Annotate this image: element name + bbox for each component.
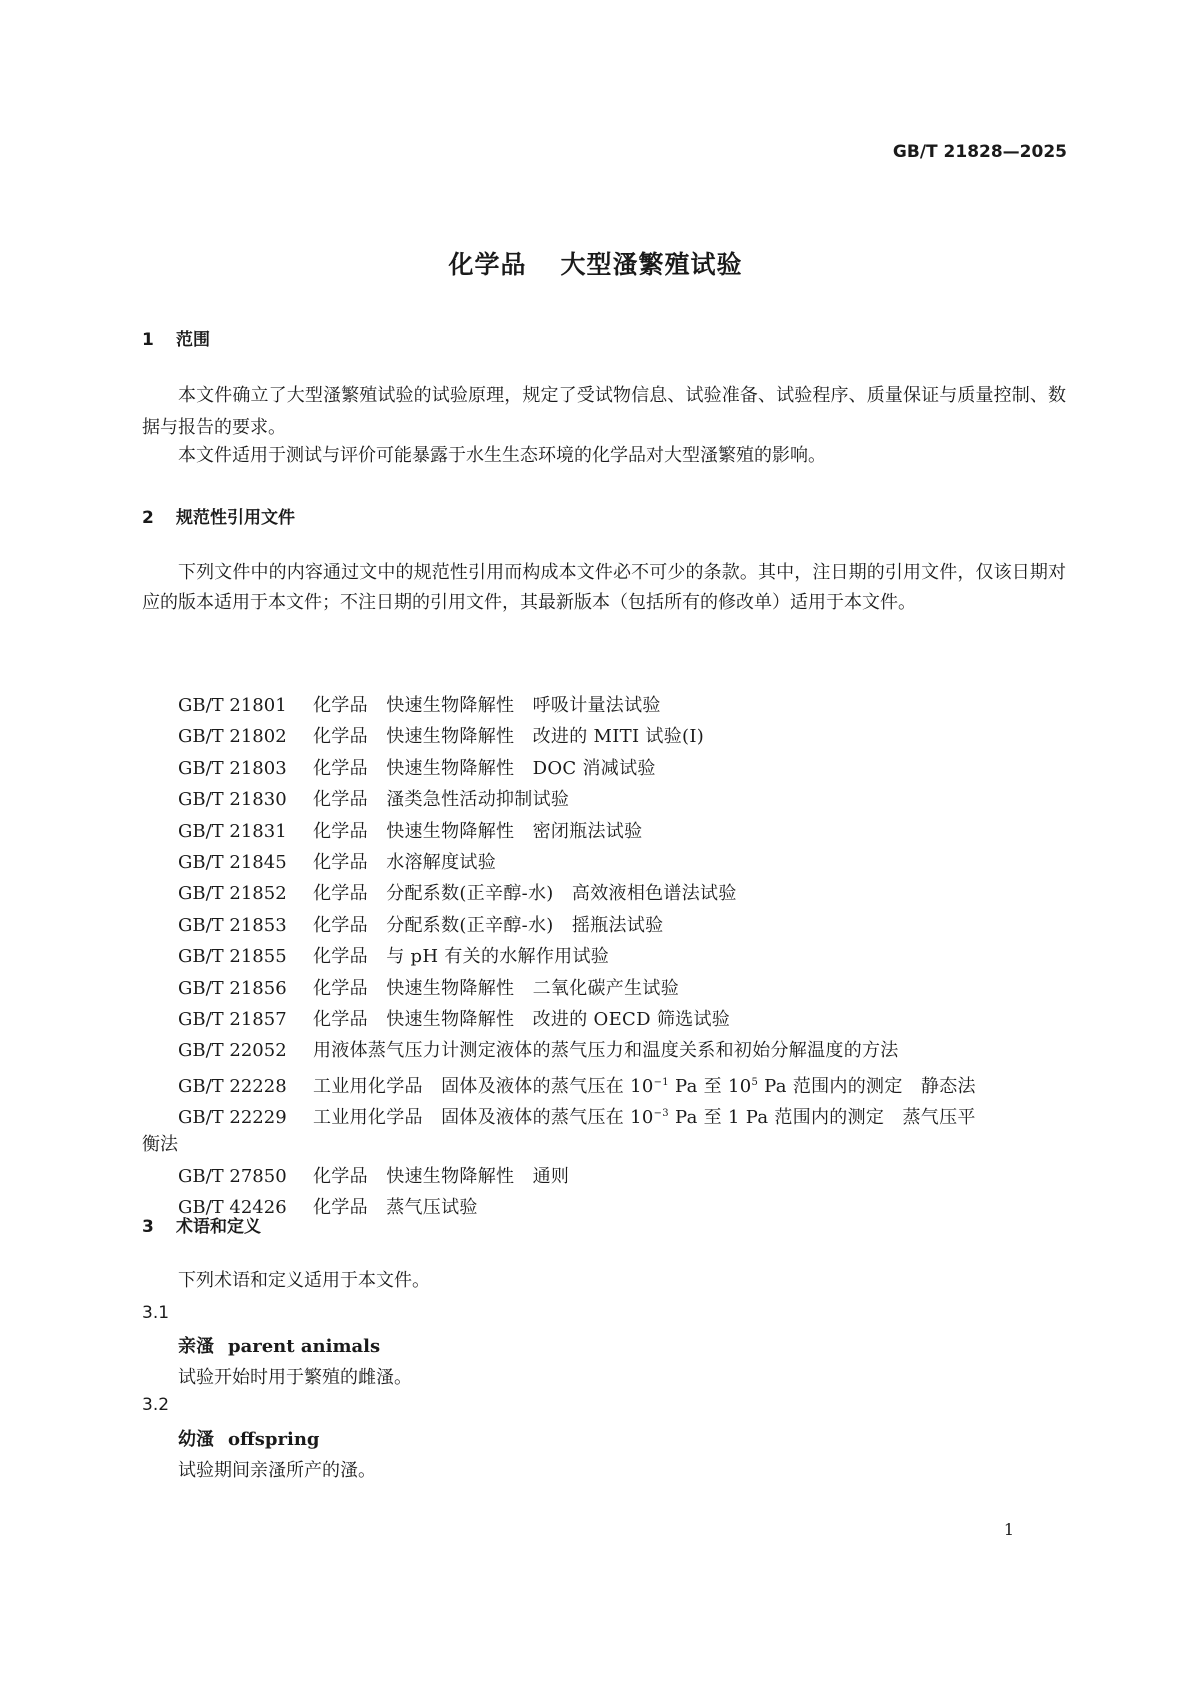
term-definition: 试验开始时用于繁殖的雌溞。: [178, 1367, 412, 1388]
section-title: 范围: [176, 330, 210, 350]
ref-code: GB/T 21855: [178, 946, 287, 968]
reference-item: [142, 1035, 1066, 1066]
section-number: 2: [142, 508, 154, 528]
term-heading: [178, 1332, 380, 1358]
reference-item: [142, 784, 1066, 815]
ref-title: 用液体蒸气压力计测定液体的蒸气压力和温度关系和初始分解温度的方法: [313, 1040, 899, 1062]
reference-item: [142, 690, 1066, 721]
reference-item: [142, 1067, 1066, 1098]
section-number: 1: [142, 330, 154, 350]
ref-title: 化学品 溞类急性活动抑制试验: [313, 789, 570, 811]
ref-code: GB/T 21831: [178, 820, 287, 842]
ref-code: GB/T 21852: [178, 883, 287, 905]
ref-title: 化学品 快速生物降解性 改进的 MITI 试验(Ⅰ): [313, 726, 705, 748]
ref-title: 化学品 分配系数(正辛醇-水) 摇瓶法试验: [313, 914, 664, 936]
term-en: parent animals: [228, 1336, 381, 1357]
term-definition: 试验期间亲溞所产的溞。: [178, 1460, 376, 1481]
reference-item: [142, 1161, 1066, 1192]
section-1-para-2: 本文件适用于测试与评价可能暴露于水生生态环境的化学品对大型溞繁殖的影响。: [178, 445, 826, 466]
section-3-heading: [142, 1212, 261, 1237]
document-title: [0, 245, 1191, 281]
section-2-heading: [142, 503, 295, 528]
reference-item: [142, 753, 1066, 784]
page-number: 1: [1003, 1520, 1014, 1539]
ref-code: GB/T 22052: [178, 1040, 287, 1062]
ref-title-text: Pa 至 10: [668, 1075, 752, 1097]
reference-item: [142, 816, 1066, 847]
reference-item: [142, 878, 1066, 909]
reference-item: [142, 973, 1066, 1004]
reference-item: [142, 910, 1066, 941]
ref-code: GB/T 27850: [178, 1165, 287, 1187]
ref-title: 化学品 快速生物降解性 密闭瓶法试验: [313, 820, 643, 842]
ref-title-text: 工业用化学品 固体及液体的蒸气压在 10: [313, 1107, 654, 1129]
reference-item: [142, 721, 1066, 752]
exponent: −1: [653, 1076, 669, 1088]
reference-item: [142, 847, 1066, 878]
reference-item: [142, 1192, 1066, 1223]
ref-title: 化学品 与 pH 有关的水解作用试验: [313, 946, 610, 968]
ref-code: GB/T 21856: [178, 977, 287, 999]
ref-title: 化学品 水溶解度试验: [313, 851, 496, 873]
title-part1: 化学品: [448, 250, 527, 279]
reference-list: [142, 690, 1066, 1224]
section-1-para-1: 本文件确立了大型溞繁殖试验的试验原理，规定了受试物信息、试验准备、试验程序、质量保证与质量控制、数据与报告的要求。: [142, 385, 1066, 438]
ref-code: GB/T 21853: [178, 914, 287, 936]
ref-code: GB/T 21801: [178, 695, 287, 716]
ref-title: 化学品 快速生物降解性 改进的 OECD 筛选试验: [313, 1008, 731, 1030]
exponent: 5: [751, 1076, 759, 1088]
term-number: 3.1: [142, 1303, 170, 1323]
reference-item: [142, 1098, 1066, 1129]
section-title: 术语和定义: [176, 1217, 261, 1237]
term-en: offspring: [228, 1429, 320, 1450]
ref-title: 化学品 快速生物降解性 呼吸计量法试验: [313, 695, 661, 716]
ref-code: GB/T 42426: [178, 1197, 287, 1219]
ref-code: GB/T 22228: [178, 1075, 287, 1097]
title-part2: 大型溞繁殖试验: [560, 250, 743, 279]
ref-code: GB/T 21857: [178, 1008, 287, 1030]
section-title: 规范性引用文件: [176, 508, 295, 528]
term-zh: 幼溞: [178, 1429, 214, 1450]
ref-title: 化学品 快速生物降解性 通则: [313, 1165, 570, 1187]
ref-code: GB/T 21845: [178, 851, 287, 873]
ref-code: GB/T 21803: [178, 757, 287, 779]
exponent: −3: [653, 1108, 669, 1120]
ref-code: GB/T 21830: [178, 789, 287, 811]
ref-title-text: Pa 范围内的测定 静态法: [758, 1075, 976, 1097]
reference-item: [142, 1004, 1066, 1035]
reference-item-continuation: 衡法: [142, 1134, 178, 1156]
ref-code: GB/T 21802: [178, 726, 287, 748]
section-2-intro: 下列文件中的内容通过文中的规范性引用而构成本文件必不可少的条款。其中，注日期的引用文件，仅该日期对应的版本适用于本文件；不注日期的引用文件，其最新版本（包括所有的修改单）适用于本文件。: [142, 562, 1066, 613]
ref-title: 化学品 分配系数(正辛醇-水) 高效液相色谱法试验: [313, 883, 737, 905]
ref-title: 化学品 快速生物降解性 DOC 消减试验: [313, 757, 656, 779]
ref-title-text: Pa 至 1 Pa 范围内的测定 蒸气压平: [668, 1107, 976, 1129]
term-number: 3.2: [142, 1395, 170, 1415]
standard-code: GB/T 21828—2025: [892, 142, 1067, 162]
term-zh: 亲溞: [178, 1336, 214, 1357]
ref-title-text: 工业用化学品 固体及液体的蒸气压在 10: [313, 1075, 654, 1097]
ref-code: GB/T 22229: [178, 1107, 287, 1129]
ref-title: [313, 1107, 976, 1128]
section-number: 3: [142, 1217, 154, 1237]
ref-title: [313, 1076, 976, 1097]
reference-item: [142, 941, 1066, 972]
ref-title: 化学品 蒸气压试验: [313, 1197, 478, 1219]
section-1-heading: [142, 325, 210, 350]
term-heading: [178, 1425, 320, 1451]
ref-title: 化学品 快速生物降解性 二氧化碳产生试验: [313, 977, 679, 999]
section-3-intro: 下列术语和定义适用于本文件。: [178, 1270, 430, 1291]
